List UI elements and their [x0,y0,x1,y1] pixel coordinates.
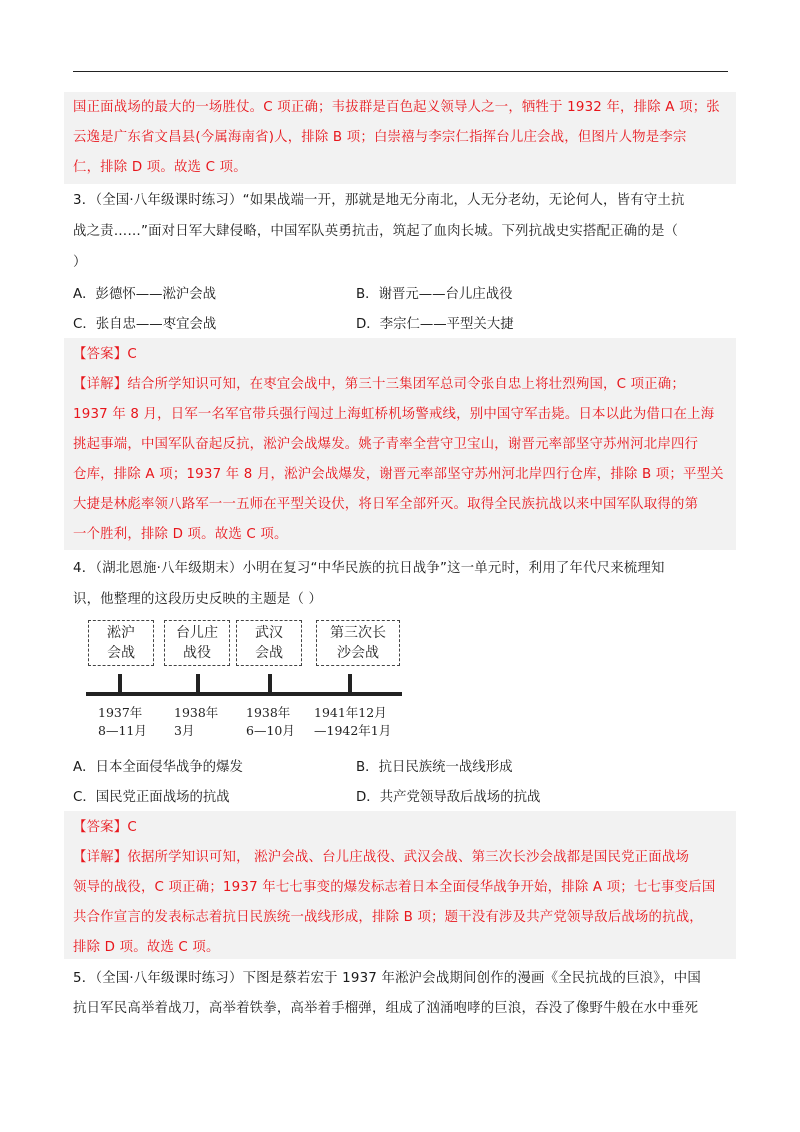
q3-option-c: C．张自忠——枣宜会战 [73,317,217,332]
q3-detail-line: 【详解】结合所学知识可知，在枣宜会战中，第三十三集团军总司令张自忠上将壮烈殉国，C 项正确； [73,377,685,392]
q4-stem-line: 识，他整理的这段历史反映的主题是（ ） [73,592,323,607]
q3-option-a: A．彭德怀——淞沪会战 [73,287,217,302]
timeline-event-box [164,620,230,666]
q4-answer: 【答案】C [73,820,137,835]
timeline-event-text: 第三次长 [330,625,386,641]
q3-detail-line: 挑起事端，中国军队奋起反抗，淞沪会战爆发。姚子青率全营守卫宝山，谢晋元率部坚守苏州河北岸四行 [73,437,699,452]
q4-detail-line: 领导的战役，C 项正确；1937 年七七事变的爆发标志着日本全面侵华战争开始，排除 A 项；七七事变后国 [73,880,716,895]
q3-detail-line: 大捷是林彪率领八路军一一五师在平型关设伏，将日军全部歼灭。取得全民族抗战以来中国军队取得的第 [73,497,699,512]
timeline-event-text: 会战 [255,645,283,661]
q4-option-a: A．日本全面侵华战争的爆发 [73,760,243,775]
q3-answer: 【答案】C [73,347,137,362]
q4-option-d: D．共产党领导敌后战场的抗战 [356,790,541,805]
q4-detail-line: 排除 D 项。故选 C 项。 [73,940,220,955]
timeline-tick [118,674,122,694]
timeline-tick [348,674,352,694]
timeline-tick [268,674,272,694]
q4-detail-line: 共合作宣言的发表标志着抗日民族统一战线形成，排除 B 项；题干没有涉及共产党领导敌后战场的抗战， [73,910,703,925]
explanation-line: 云逸是广东省文昌县(今属海南省)人，排除 B 项；白崇禧与李宗仁指挥台儿庄会战，但图片人物是李宗 [73,130,687,145]
timeline-date: 1941年12月 —1942年1月 [314,705,392,738]
timeline-date: 1937年 8—11月 [98,705,147,738]
q3-option-d: D．李宗仁——平型关大捷 [356,317,514,332]
timeline-date: 1938年 6—10月 [246,705,295,738]
explanation-line: 仁，排除 D 项。故选 C 项。 [73,160,247,175]
timeline-event-box [236,620,302,666]
q3-detail-line: 仓库，排除 A 项；1937 年 8 月，淞沪会战爆发，谢晋元率部坚守苏州河北岸四行仓库，排除 B 项；平型关 [73,467,724,482]
timeline-event-text: 台儿庄 [176,625,218,641]
timeline-tick [196,674,200,694]
q3-stem-line: 战之责……”面对日军大肆侵略，中国军队英勇抗击，筑起了血肉长城。下列抗战史实搭配正确的是（ [73,224,679,239]
timeline-event-text: 战役 [183,645,211,661]
q4-stem-line: 4．（湖北恩施·八年级期末）小明在复习“中华民族的抗日战争”这一单元时，利用了年代尺来梳理知 [73,561,665,576]
q3-stem-line: 3．（全国·八年级课时练习）“如果战端一开，那就是地无分南北，人无分老幼，无论何人，皆有守土抗 [73,193,685,208]
explanation-line: 国正面战场的最大的一场胜仗。C 项正确；韦拔群是百色起义领导人之一，牺牲于 1932 年，排除 A 项；张 [73,100,720,115]
timeline-figure [86,618,406,748]
q5-stem-line: 抗日军民高举着战刀，高举着铁拳，高举着手榴弹，组成了汹涌咆哮的巨浪，吞没了像野牛般在水中垂死 [73,1001,699,1016]
timeline-event-text: 沙会战 [337,645,379,661]
q5-stem-line: 5．（全国·八年级课时练习）下图是蔡若宏于 1937 年淞沪会战期间创作的漫画《全民抗战的巨浪》，中国 [73,971,701,986]
q4-option-c: C．国民党正面战场的抗战 [73,790,230,805]
timeline-event-text: 会战 [107,645,135,661]
timeline-event-box [316,620,400,666]
q3-option-b: B．谢晋元——台儿庄战役 [356,287,513,302]
timeline-date: 1938年 3月 [174,705,219,738]
timeline-event-text: 武汉 [255,625,283,641]
timeline-event-box [88,620,154,666]
timeline-event-text: 淞沪 [107,625,135,641]
q4-detail-line: 【详解】依据所学知识可知， 淞沪会战、台儿庄战役、武汉会战、第三次长沙会战都是国民党正面战场 [73,850,690,865]
q3-stem-line: ） [73,255,87,270]
timeline-axis [86,692,402,696]
q3-detail-line: 一个胜利，排除 D 项。故选 C 项。 [73,527,288,542]
header-rule [73,71,728,72]
q4-option-b: B．抗日民族统一战线形成 [356,760,513,775]
q3-detail-line: 1937 年 8 月，日军一名军官带兵强行闯过上海虹桥机场警戒线，别中国守军击毙。日本以此为借口在上海 [73,407,715,422]
